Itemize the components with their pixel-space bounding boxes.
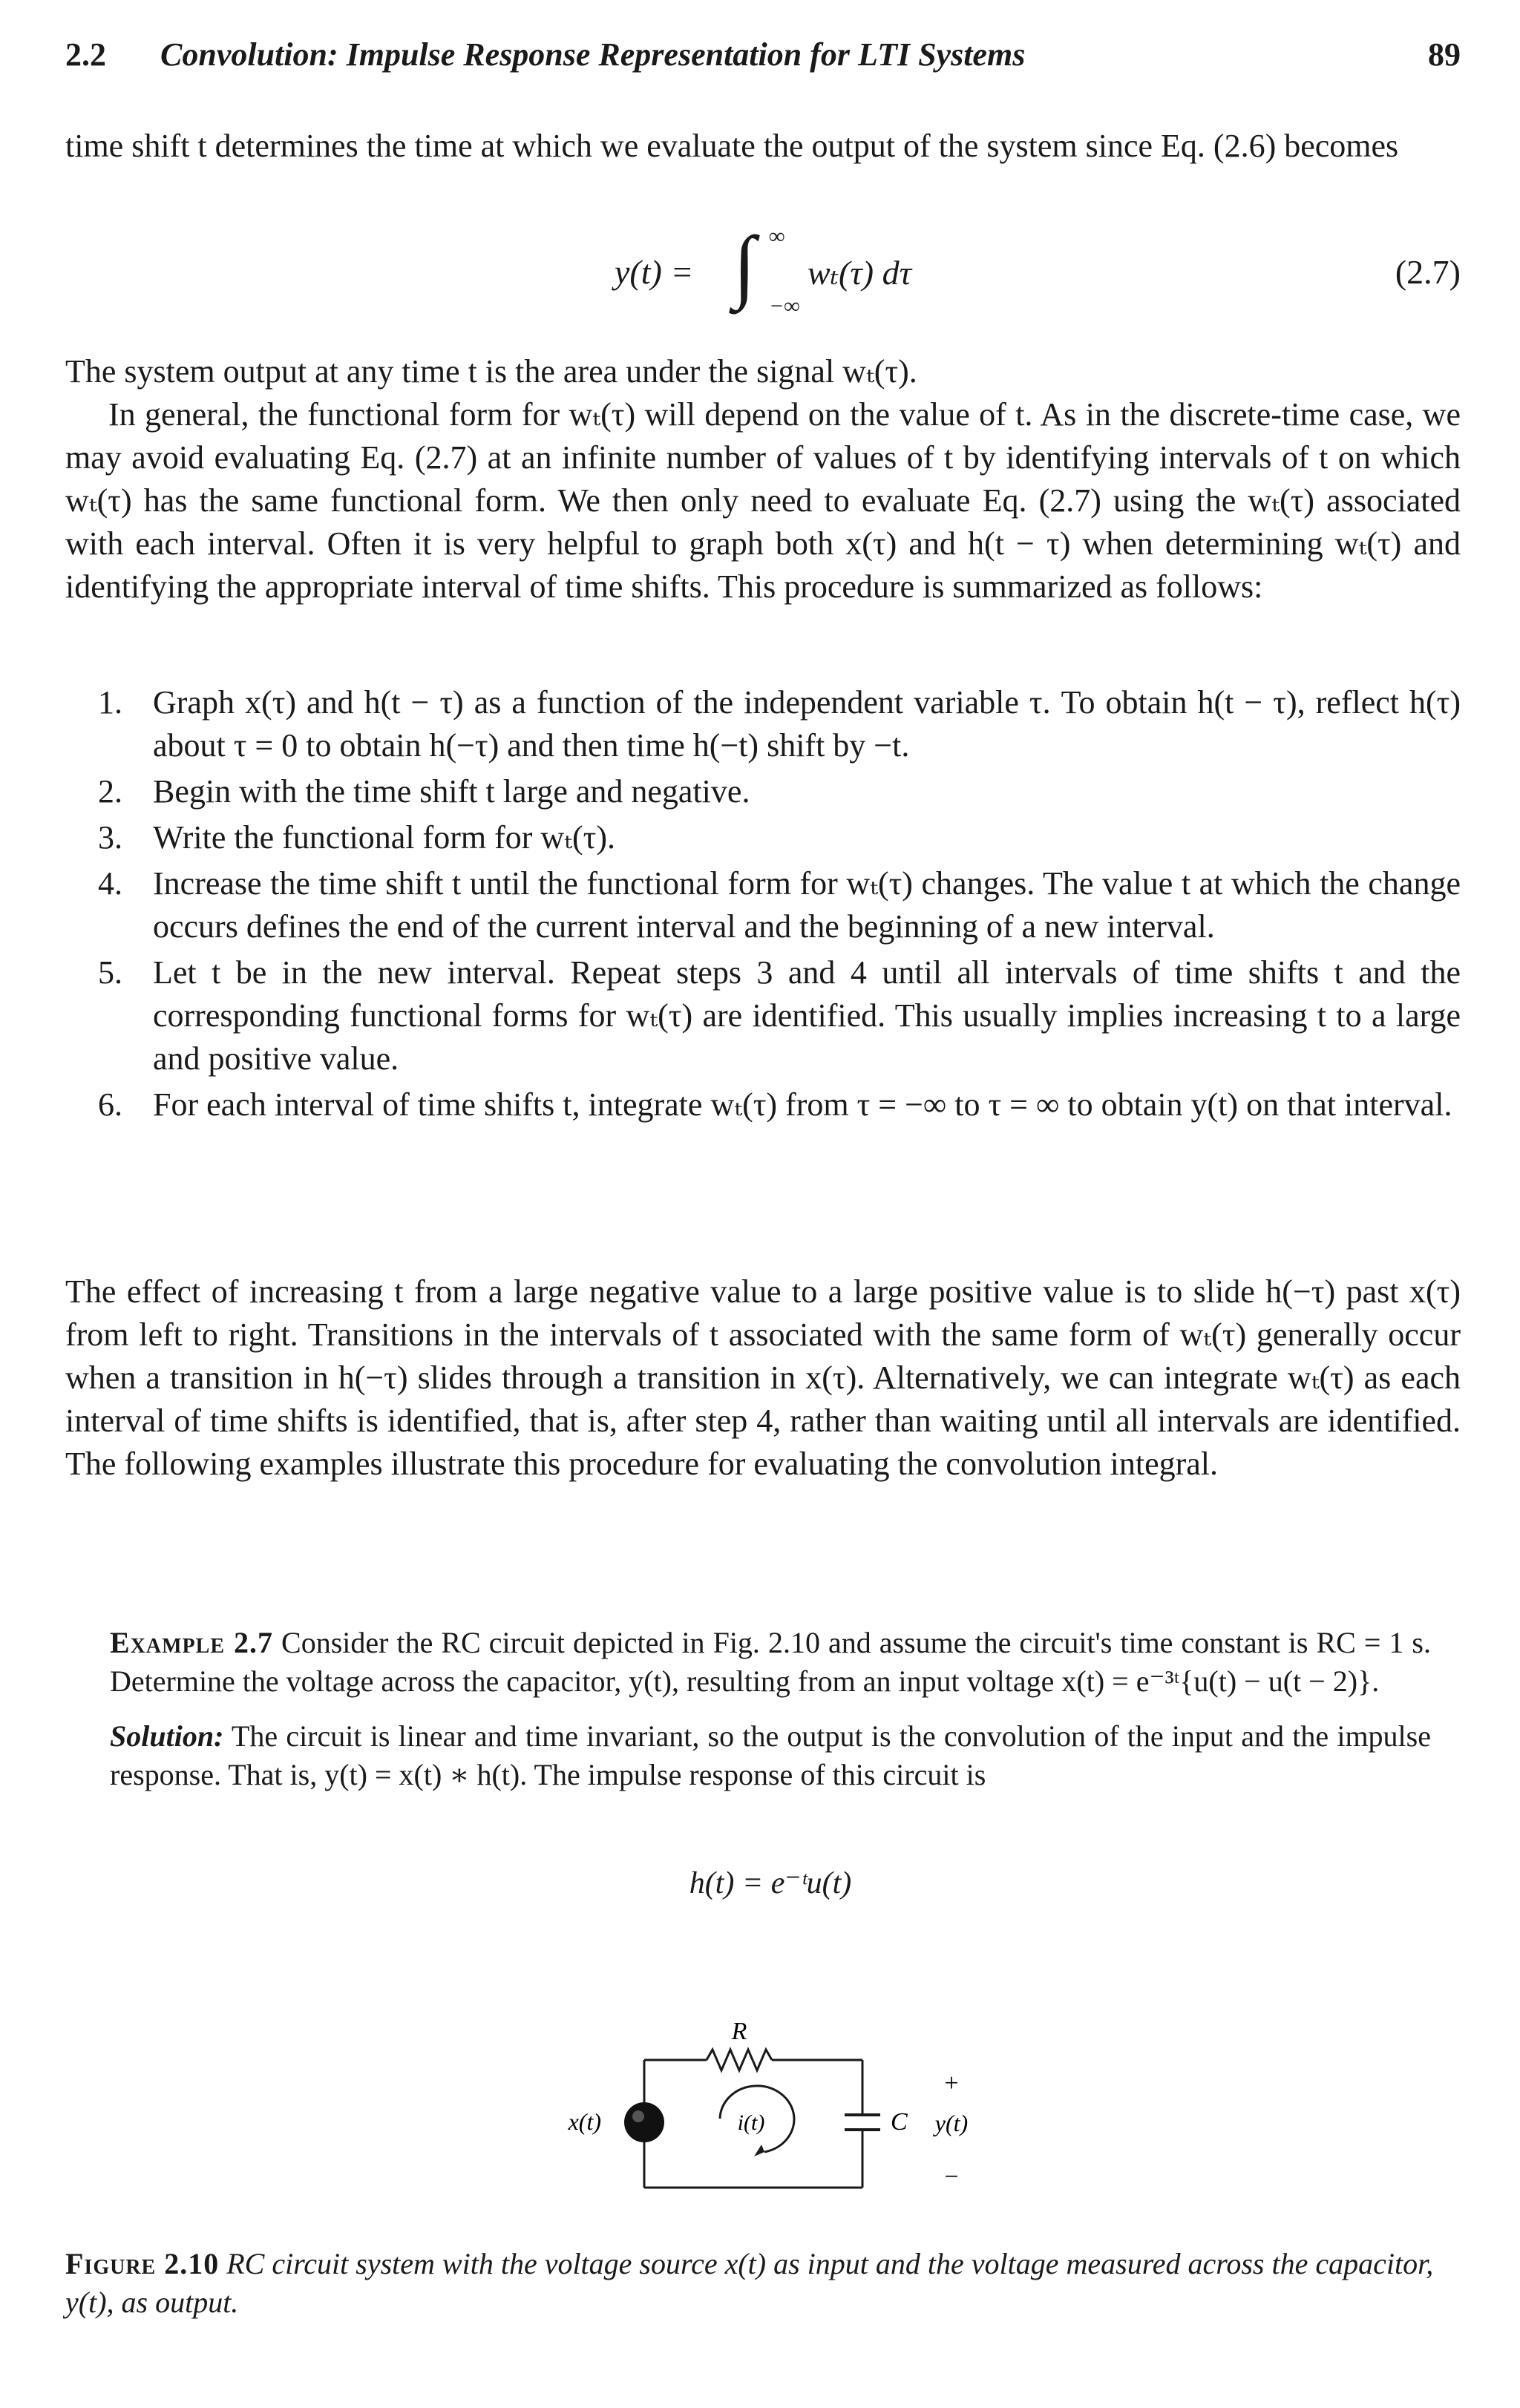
example-text: Consider the RC circuit depicted in Fig. 2.10 and assume the circuit's time constant is RC = 1 s. Determine the voltage across the capacitor, y(t), resulting from an input voltage x(t) = e⁻³ᵗ{u(t) − u(t − 2)}. (110, 1626, 1431, 1698)
rc-circuit-diagram (520, 2004, 1039, 2226)
equation-lower-limit: −∞ (769, 294, 800, 318)
resistor-icon (707, 2050, 772, 2070)
list-item (65, 951, 1461, 1080)
equation-2-7 (65, 220, 1461, 318)
effect-text: The effect of increasing t from a large negative value to a large positive value is to slide h(−τ) past x(τ) from left to right. Transitions in the intervals of t associated with the same form of wₜ(τ) generally occur when a transition in h(−τ) slides through a transition in x(τ). Alternatively, we can integrate wₜ(τ) as each interval of time shifts is identified, that is, after step 4, rather than waiting until all intervals are identified. The following examples illustrate this procedure for evaluating the convolution integral. (65, 1273, 1461, 1482)
output-minus-sign: − (944, 2163, 959, 2191)
equation-lhs: y(t) = (615, 253, 694, 291)
resistor-label: R (731, 2018, 747, 2045)
equation-number: (2.7) (1395, 253, 1461, 291)
list-item (65, 862, 1461, 948)
step-text: Increase the time shift t until the functional form for wₜ(τ) changes. The value t at which the change occurs defines the end of the current interval and the beginning of a new interval. (153, 865, 1461, 945)
figure-label: Figure 2.10 (65, 2247, 220, 2280)
effect-paragraph (65, 1270, 1461, 1486)
output-label: y(t) (934, 2110, 969, 2136)
list-item (65, 770, 1461, 813)
section-number: 2.2 (65, 36, 106, 73)
voltage-source-highlight (632, 2110, 644, 2122)
equation-upper-limit: ∞ (769, 224, 785, 249)
intro-paragraph (65, 125, 1461, 168)
impulse-response-equation (110, 1864, 1431, 1901)
figure-caption-text: RC circuit system with the voltage source x(t) as input and the voltage measured across the capacitor, y(t), as output. (65, 2247, 1434, 2319)
procedure-intro (65, 350, 1461, 608)
step-number: 2. (98, 773, 122, 810)
running-head (65, 36, 1461, 80)
example-label: Example 2.7 (110, 1626, 274, 1659)
step-number: 1. (98, 684, 122, 721)
step-number: 6. (98, 1086, 122, 1123)
output-plus-sign: + (944, 2070, 959, 2097)
current-label: i(t) (737, 2110, 765, 2135)
step-number: 3. (98, 819, 122, 856)
step-number: 4. (98, 865, 122, 902)
example-2-7 (110, 1624, 1431, 1794)
page-number: 89 (1428, 36, 1461, 73)
figure-caption (65, 2245, 1461, 2322)
impulse-response: h(t) = e⁻ᵗu(t) (689, 1866, 852, 1900)
section-title: Convolution: Impulse Response Representation for LTI Systems (160, 36, 1026, 73)
source-label: x(t) (568, 2108, 601, 2135)
step-text: Let t be in the new interval. Repeat steps 3 and 4 until all intervals of time shifts t and the corresponding functional forms for wₜ(τ) are identified. This usually implies increasing t to a large and positive value. (153, 954, 1461, 1077)
intro-text: time shift t determines the time at which we evaluate the output of the system since Eq. (2.6) becomes (65, 128, 1399, 164)
voltage-source-icon (624, 2102, 664, 2142)
step-number: 5. (98, 954, 122, 991)
list-item (65, 816, 1461, 859)
output-sentence: The system output at any time t is the area under the signal wₜ(τ). (65, 353, 917, 390)
solution-label: Solution: (110, 1719, 224, 1753)
equation-integrand: wₜ(τ) dτ (808, 254, 912, 292)
step-text: For each interval of time shifts t, integrate wₜ(τ) from τ = −∞ to τ = ∞ to obtain y(t) on that interval. (153, 1086, 1452, 1123)
capacitor-label: C (891, 2108, 908, 2136)
list-item (65, 681, 1461, 767)
list-item (65, 1083, 1461, 1126)
procedure-steps (65, 681, 1461, 1129)
current-arrowhead-icon (754, 2145, 764, 2156)
general-paragraph: In general, the functional form for wₜ(τ) will depend on the value of t. As in the discrete-time case, we may avoid evaluating Eq. (2.7) at an infinite number of values of t by identifying intervals of t on which wₜ(τ) has the same functional form. We then only need to evaluate Eq. (2.7) using the wₜ(τ) associated with each interval. Often it is very helpful to graph both x(τ) and h(t − τ) when determining wₜ(τ) and identifying the appropriate interval of time shifts. This procedure is summarized as follows: (65, 396, 1461, 605)
integral-sign-icon: ∫ (733, 220, 756, 310)
step-text: Begin with the time shift t large and negative. (153, 773, 750, 810)
solution-text: The circuit is linear and time invariant, so the output is the convolution of the input and the impulse response. That is, y(t) = x(t) ∗ h(t). The impulse response of this circuit is (110, 1719, 1431, 1791)
step-text: Graph x(τ) and h(t − τ) as a function of the independent variable τ. To obtain h(t − τ), reflect h(τ) about τ = 0 to obtain h(−τ) and then time h(−t) shift by −t. (153, 684, 1461, 764)
step-text: Write the functional form for wₜ(τ). (153, 819, 615, 856)
